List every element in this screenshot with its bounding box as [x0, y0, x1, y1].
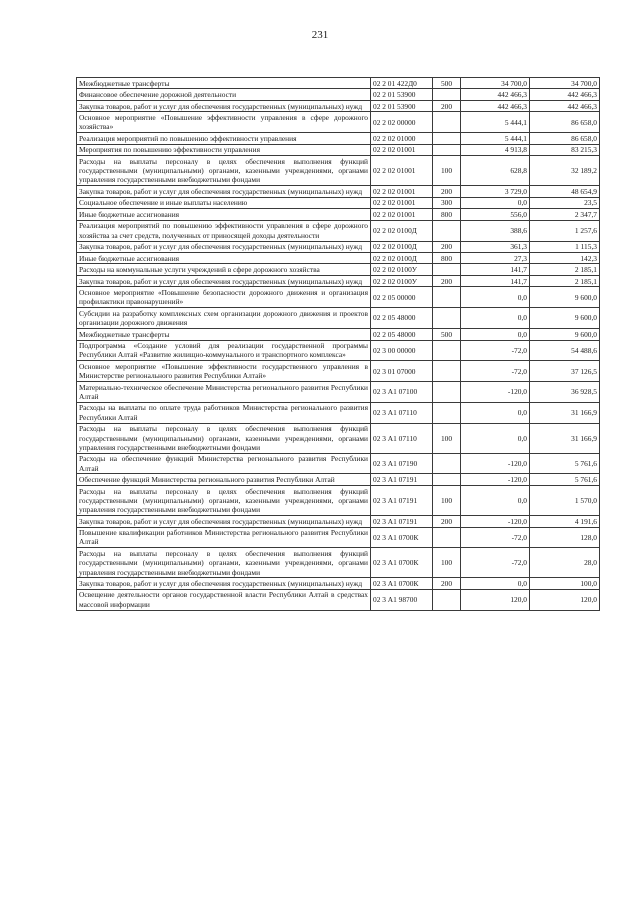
row-amount-change-cell: -72,0 — [461, 340, 530, 361]
table-row — [77, 548, 600, 578]
row-code-cell: 02 2 02 0100Д — [371, 253, 433, 264]
row-amount-total-cell: 37 126,5 — [530, 361, 600, 382]
row-type-cell — [433, 340, 461, 361]
row-name-cell: Межбюджетные трансферты — [77, 78, 371, 89]
table-row — [77, 220, 600, 241]
row-amount-total-cell: 142,3 — [530, 253, 600, 264]
row-type-cell — [433, 133, 461, 144]
row-name-cell: Иные бюджетные ассигнования — [77, 209, 371, 220]
row-amount-total-cell: 9 600,0 — [530, 308, 600, 329]
row-type-cell — [433, 361, 461, 382]
row-amount-change-cell: 628,8 — [461, 156, 530, 186]
row-type-cell — [433, 287, 461, 308]
table-row — [77, 423, 600, 453]
row-amount-change-cell: -72,0 — [461, 361, 530, 382]
row-type-cell: 200 — [433, 578, 461, 589]
row-amount-change-cell: -72,0 — [461, 548, 530, 578]
row-amount-change-cell: 141,7 — [461, 264, 530, 275]
row-type-cell: 200 — [433, 275, 461, 286]
row-amount-change-cell: 442 466,3 — [461, 100, 530, 111]
row-name-cell: Иные бюджетные ассигнования — [77, 253, 371, 264]
row-code-cell: 02 3 А1 0700К — [371, 578, 433, 589]
table-row — [77, 100, 600, 111]
row-type-cell — [433, 144, 461, 155]
row-type-cell: 500 — [433, 329, 461, 340]
row-code-cell: 02 3 А1 07100 — [371, 382, 433, 403]
row-code-cell: 02 2 02 00000 — [371, 112, 433, 133]
row-type-cell: 200 — [433, 186, 461, 197]
table-row — [77, 186, 600, 197]
row-amount-total-cell: 1 115,3 — [530, 241, 600, 252]
page-number: 231 — [311, 29, 329, 41]
row-name-cell: Расходы на выплаты персоналу в целях обеспечения выполнения функций государственными (муниципальными) органами, казенными учреждениями, органами управления государственными внебюджетными фондами — [77, 423, 371, 453]
row-name-cell: Социальное обеспечение и иные выплаты населению — [77, 197, 371, 208]
row-amount-total-cell: 2 347,7 — [530, 209, 600, 220]
row-type-cell — [433, 264, 461, 275]
row-amount-total-cell: 442 466,3 — [530, 89, 600, 100]
table-row — [77, 474, 600, 485]
row-amount-total-cell: 5 761,6 — [530, 453, 600, 474]
row-type-cell: 800 — [433, 253, 461, 264]
row-type-cell: 500 — [433, 78, 461, 89]
row-name-cell: Повышение квалификации работников Министерства регионального развития Республики Алтай — [77, 527, 371, 548]
row-amount-change-cell: 442 466,3 — [461, 89, 530, 100]
row-amount-total-cell: 100,0 — [530, 578, 600, 589]
row-type-cell: 200 — [433, 516, 461, 527]
table-row — [77, 485, 600, 515]
row-code-cell: 02 3 А1 0700К — [371, 527, 433, 548]
row-code-cell: 02 2 02 01000 — [371, 133, 433, 144]
row-code-cell: 02 2 01 422Д0 — [371, 78, 433, 89]
row-name-cell: Расходы на выплаты по оплате труда работников Министерства регионального развития Республики Алтай — [77, 402, 371, 423]
row-amount-change-cell: 34 700,0 — [461, 78, 530, 89]
row-type-cell — [433, 382, 461, 403]
row-code-cell: 02 2 02 0100Д — [371, 241, 433, 252]
row-amount-total-cell: 9 600,0 — [530, 329, 600, 340]
table-row — [77, 453, 600, 474]
row-name-cell: Реализация мероприятий по повышению эффективности управления в сфере дорожного хозяйства за счет средств, полученных от приносящей доходы деятельности — [77, 220, 371, 241]
row-amount-total-cell: 83 215,3 — [530, 144, 600, 155]
row-amount-total-cell: 28,0 — [530, 548, 600, 578]
row-name-cell: Материально-техническое обеспечение Министерства регионального развития Республики Алтай — [77, 382, 371, 403]
row-amount-total-cell: 36 928,5 — [530, 382, 600, 403]
row-code-cell: 02 3 А1 07110 — [371, 423, 433, 453]
row-amount-total-cell: 31 166,9 — [530, 402, 600, 423]
row-amount-total-cell: 54 488,6 — [530, 340, 600, 361]
row-amount-change-cell: 0,0 — [461, 308, 530, 329]
row-name-cell: Межбюджетные трансферты — [77, 329, 371, 340]
row-amount-change-cell: -120,0 — [461, 516, 530, 527]
row-code-cell: 02 3 А1 07191 — [371, 516, 433, 527]
row-amount-change-cell: 0,0 — [461, 287, 530, 308]
row-type-cell — [433, 474, 461, 485]
table-row — [77, 361, 600, 382]
row-amount-change-cell: 0,0 — [461, 423, 530, 453]
row-name-cell: Расходы на обеспечение функций Министерства регионального развития Республики Алтай — [77, 453, 371, 474]
row-name-cell: Подпрограмма «Создание условий для реализации государственной программы Республики Алтай «Развитие жилищно-коммунального и транспортного комплекса» — [77, 340, 371, 361]
row-name-cell: Закупка товаров, работ и услуг для обеспечения государственных (муниципальных) нужд — [77, 516, 371, 527]
row-amount-change-cell: -120,0 — [461, 382, 530, 403]
row-name-cell: Мероприятия по повышению эффективности управления — [77, 144, 371, 155]
row-amount-change-cell: 0,0 — [461, 329, 530, 340]
row-amount-change-cell: 388,6 — [461, 220, 530, 241]
row-name-cell: Основное мероприятие «Повышение эффективности управления в сфере дорожного хозяйства» — [77, 112, 371, 133]
row-code-cell: 02 2 02 01001 — [371, 144, 433, 155]
row-amount-change-cell: 5 444,1 — [461, 112, 530, 133]
row-amount-change-cell: 4 913,8 — [461, 144, 530, 155]
row-amount-change-cell: 5 444,1 — [461, 133, 530, 144]
row-code-cell: 02 2 02 0100У — [371, 264, 433, 275]
row-name-cell: Закупка товаров, работ и услуг для обеспечения государственных (муниципальных) нужд — [77, 100, 371, 111]
row-code-cell: 02 2 01 53900 — [371, 89, 433, 100]
row-amount-total-cell: 34 700,0 — [530, 78, 600, 89]
row-code-cell: 02 3 А1 07191 — [371, 474, 433, 485]
row-name-cell: Основное мероприятие «Повышение эффективности государственного управления в Министерстве регионального развития Республики Алтай» — [77, 361, 371, 382]
row-code-cell: 02 3 А1 07110 — [371, 402, 433, 423]
row-name-cell: Закупка товаров, работ и услуг для обеспечения государственных (муниципальных) нужд — [77, 186, 371, 197]
table-row — [77, 340, 600, 361]
table-row — [77, 156, 600, 186]
row-name-cell: Закупка товаров, работ и услуг для обеспечения государственных (муниципальных) нужд — [77, 578, 371, 589]
table-row — [77, 527, 600, 548]
row-name-cell: Закупка товаров, работ и услуг для обеспечения государственных (муниципальных) нужд — [77, 241, 371, 252]
table-row — [77, 329, 600, 340]
table-row — [77, 241, 600, 252]
table-row — [77, 287, 600, 308]
table-row — [77, 516, 600, 527]
row-amount-total-cell: 23,5 — [530, 197, 600, 208]
row-type-cell: 100 — [433, 423, 461, 453]
table-row — [77, 89, 600, 100]
row-amount-change-cell: 0,0 — [461, 578, 530, 589]
row-type-cell: 300 — [433, 197, 461, 208]
row-code-cell: 02 3 А1 98700 — [371, 589, 433, 610]
row-amount-change-cell: 361,3 — [461, 241, 530, 252]
table-row — [77, 382, 600, 403]
row-amount-total-cell: 442 466,3 — [530, 100, 600, 111]
row-amount-total-cell: 9 600,0 — [530, 287, 600, 308]
row-name-cell: Освещение деятельности органов государственной власти Республики Алтай в средствах массовой информации — [77, 589, 371, 610]
row-type-cell: 800 — [433, 209, 461, 220]
row-code-cell: 02 2 02 0100У — [371, 275, 433, 286]
row-amount-total-cell: 1 570,0 — [530, 485, 600, 515]
table-row — [77, 308, 600, 329]
row-name-cell: Финансовое обеспечение дорожной деятельности — [77, 89, 371, 100]
row-type-cell — [433, 112, 461, 133]
row-amount-total-cell: 5 761,6 — [530, 474, 600, 485]
row-name-cell: Расходы на выплаты персоналу в целях обеспечения выполнения функций государственными (муниципальными) органами, казенными учреждениями, органами управления государственными внебюджетными фондами — [77, 156, 371, 186]
row-amount-change-cell: 120,0 — [461, 589, 530, 610]
row-type-cell: 200 — [433, 100, 461, 111]
table-row — [77, 264, 600, 275]
row-name-cell: Основное мероприятие «Повышение безопасности дорожного движения и организация профилактики правонарушений» — [77, 287, 371, 308]
row-amount-change-cell: 0,0 — [461, 402, 530, 423]
table-row — [77, 197, 600, 208]
row-name-cell: Реализация мероприятий по повышению эффективности управления — [77, 133, 371, 144]
row-code-cell: 02 3 00 00000 — [371, 340, 433, 361]
row-name-cell: Расходы на выплаты персоналу в целях обеспечения выполнения функций государственными (муниципальными) органами, казенными учреждениями, органами управления государственными внебюджетными фондами — [77, 548, 371, 578]
table-row — [77, 78, 600, 89]
table-row — [77, 402, 600, 423]
row-amount-change-cell: -120,0 — [461, 453, 530, 474]
row-code-cell: 02 3 01 07000 — [371, 361, 433, 382]
row-amount-total-cell: 2 185,1 — [530, 264, 600, 275]
row-code-cell: 02 2 02 01001 — [371, 209, 433, 220]
row-amount-total-cell: 1 257,6 — [530, 220, 600, 241]
row-type-cell: 100 — [433, 485, 461, 515]
row-amount-total-cell: 86 658,0 — [530, 133, 600, 144]
row-amount-change-cell: 0,0 — [461, 197, 530, 208]
row-code-cell: 02 2 05 48000 — [371, 308, 433, 329]
row-type-cell — [433, 402, 461, 423]
row-amount-change-cell: 141,7 — [461, 275, 530, 286]
budget-table — [76, 77, 600, 611]
row-name-cell: Субсидии на разработку комплексных схем организации дорожного движения и проектов организации дорожного движения — [77, 308, 371, 329]
row-amount-total-cell: 86 658,0 — [530, 112, 600, 133]
row-code-cell: 02 2 05 48000 — [371, 329, 433, 340]
row-code-cell: 02 3 А1 07190 — [371, 453, 433, 474]
row-type-cell: 200 — [433, 241, 461, 252]
table-row — [77, 253, 600, 264]
table-row — [77, 133, 600, 144]
row-type-cell — [433, 453, 461, 474]
row-amount-total-cell: 2 185,1 — [530, 275, 600, 286]
row-code-cell: 02 3 А1 07191 — [371, 485, 433, 515]
row-amount-change-cell: -72,0 — [461, 527, 530, 548]
row-name-cell: Расходы на коммунальные услуги учреждений в сфере дорожного хозяйства — [77, 264, 371, 275]
row-amount-change-cell: 3 729,0 — [461, 186, 530, 197]
table-row — [77, 589, 600, 610]
row-type-cell — [433, 527, 461, 548]
row-amount-change-cell: 556,0 — [461, 209, 530, 220]
row-code-cell: 02 2 02 01001 — [371, 186, 433, 197]
row-code-cell: 02 2 01 53900 — [371, 100, 433, 111]
row-type-cell — [433, 308, 461, 329]
row-amount-total-cell: 31 166,9 — [530, 423, 600, 453]
row-amount-total-cell: 120,0 — [530, 589, 600, 610]
table-row — [77, 578, 600, 589]
row-name-cell: Расходы на выплаты персоналу в целях обеспечения выполнения функций государственными (муниципальными) органами, казенными учреждениями, органами управления государственными внебюджетными фондами — [77, 485, 371, 515]
row-amount-change-cell: -120,0 — [461, 474, 530, 485]
row-code-cell: 02 2 02 0100Д — [371, 220, 433, 241]
row-amount-total-cell: 32 189,2 — [530, 156, 600, 186]
row-name-cell: Обеспечение функций Министерства регионального развития Республики Алтай — [77, 474, 371, 485]
row-code-cell: 02 2 02 01001 — [371, 197, 433, 208]
row-amount-change-cell: 0,0 — [461, 485, 530, 515]
table-row — [77, 275, 600, 286]
row-amount-total-cell: 48 654,9 — [530, 186, 600, 197]
row-name-cell: Закупка товаров, работ и услуг для обеспечения государственных (муниципальных) нужд — [77, 275, 371, 286]
row-type-cell — [433, 89, 461, 100]
budget-table-body — [77, 78, 600, 611]
row-amount-total-cell: 128,0 — [530, 527, 600, 548]
table-row — [77, 144, 600, 155]
row-type-cell — [433, 220, 461, 241]
row-code-cell: 02 3 А1 0700К — [371, 548, 433, 578]
table-row — [77, 112, 600, 133]
row-code-cell: 02 2 05 00000 — [371, 287, 433, 308]
row-code-cell: 02 2 02 01001 — [371, 156, 433, 186]
row-amount-change-cell: 27,3 — [461, 253, 530, 264]
row-amount-total-cell: 4 191,6 — [530, 516, 600, 527]
row-type-cell: 100 — [433, 156, 461, 186]
row-type-cell — [433, 589, 461, 610]
row-type-cell: 100 — [433, 548, 461, 578]
table-row — [77, 209, 600, 220]
